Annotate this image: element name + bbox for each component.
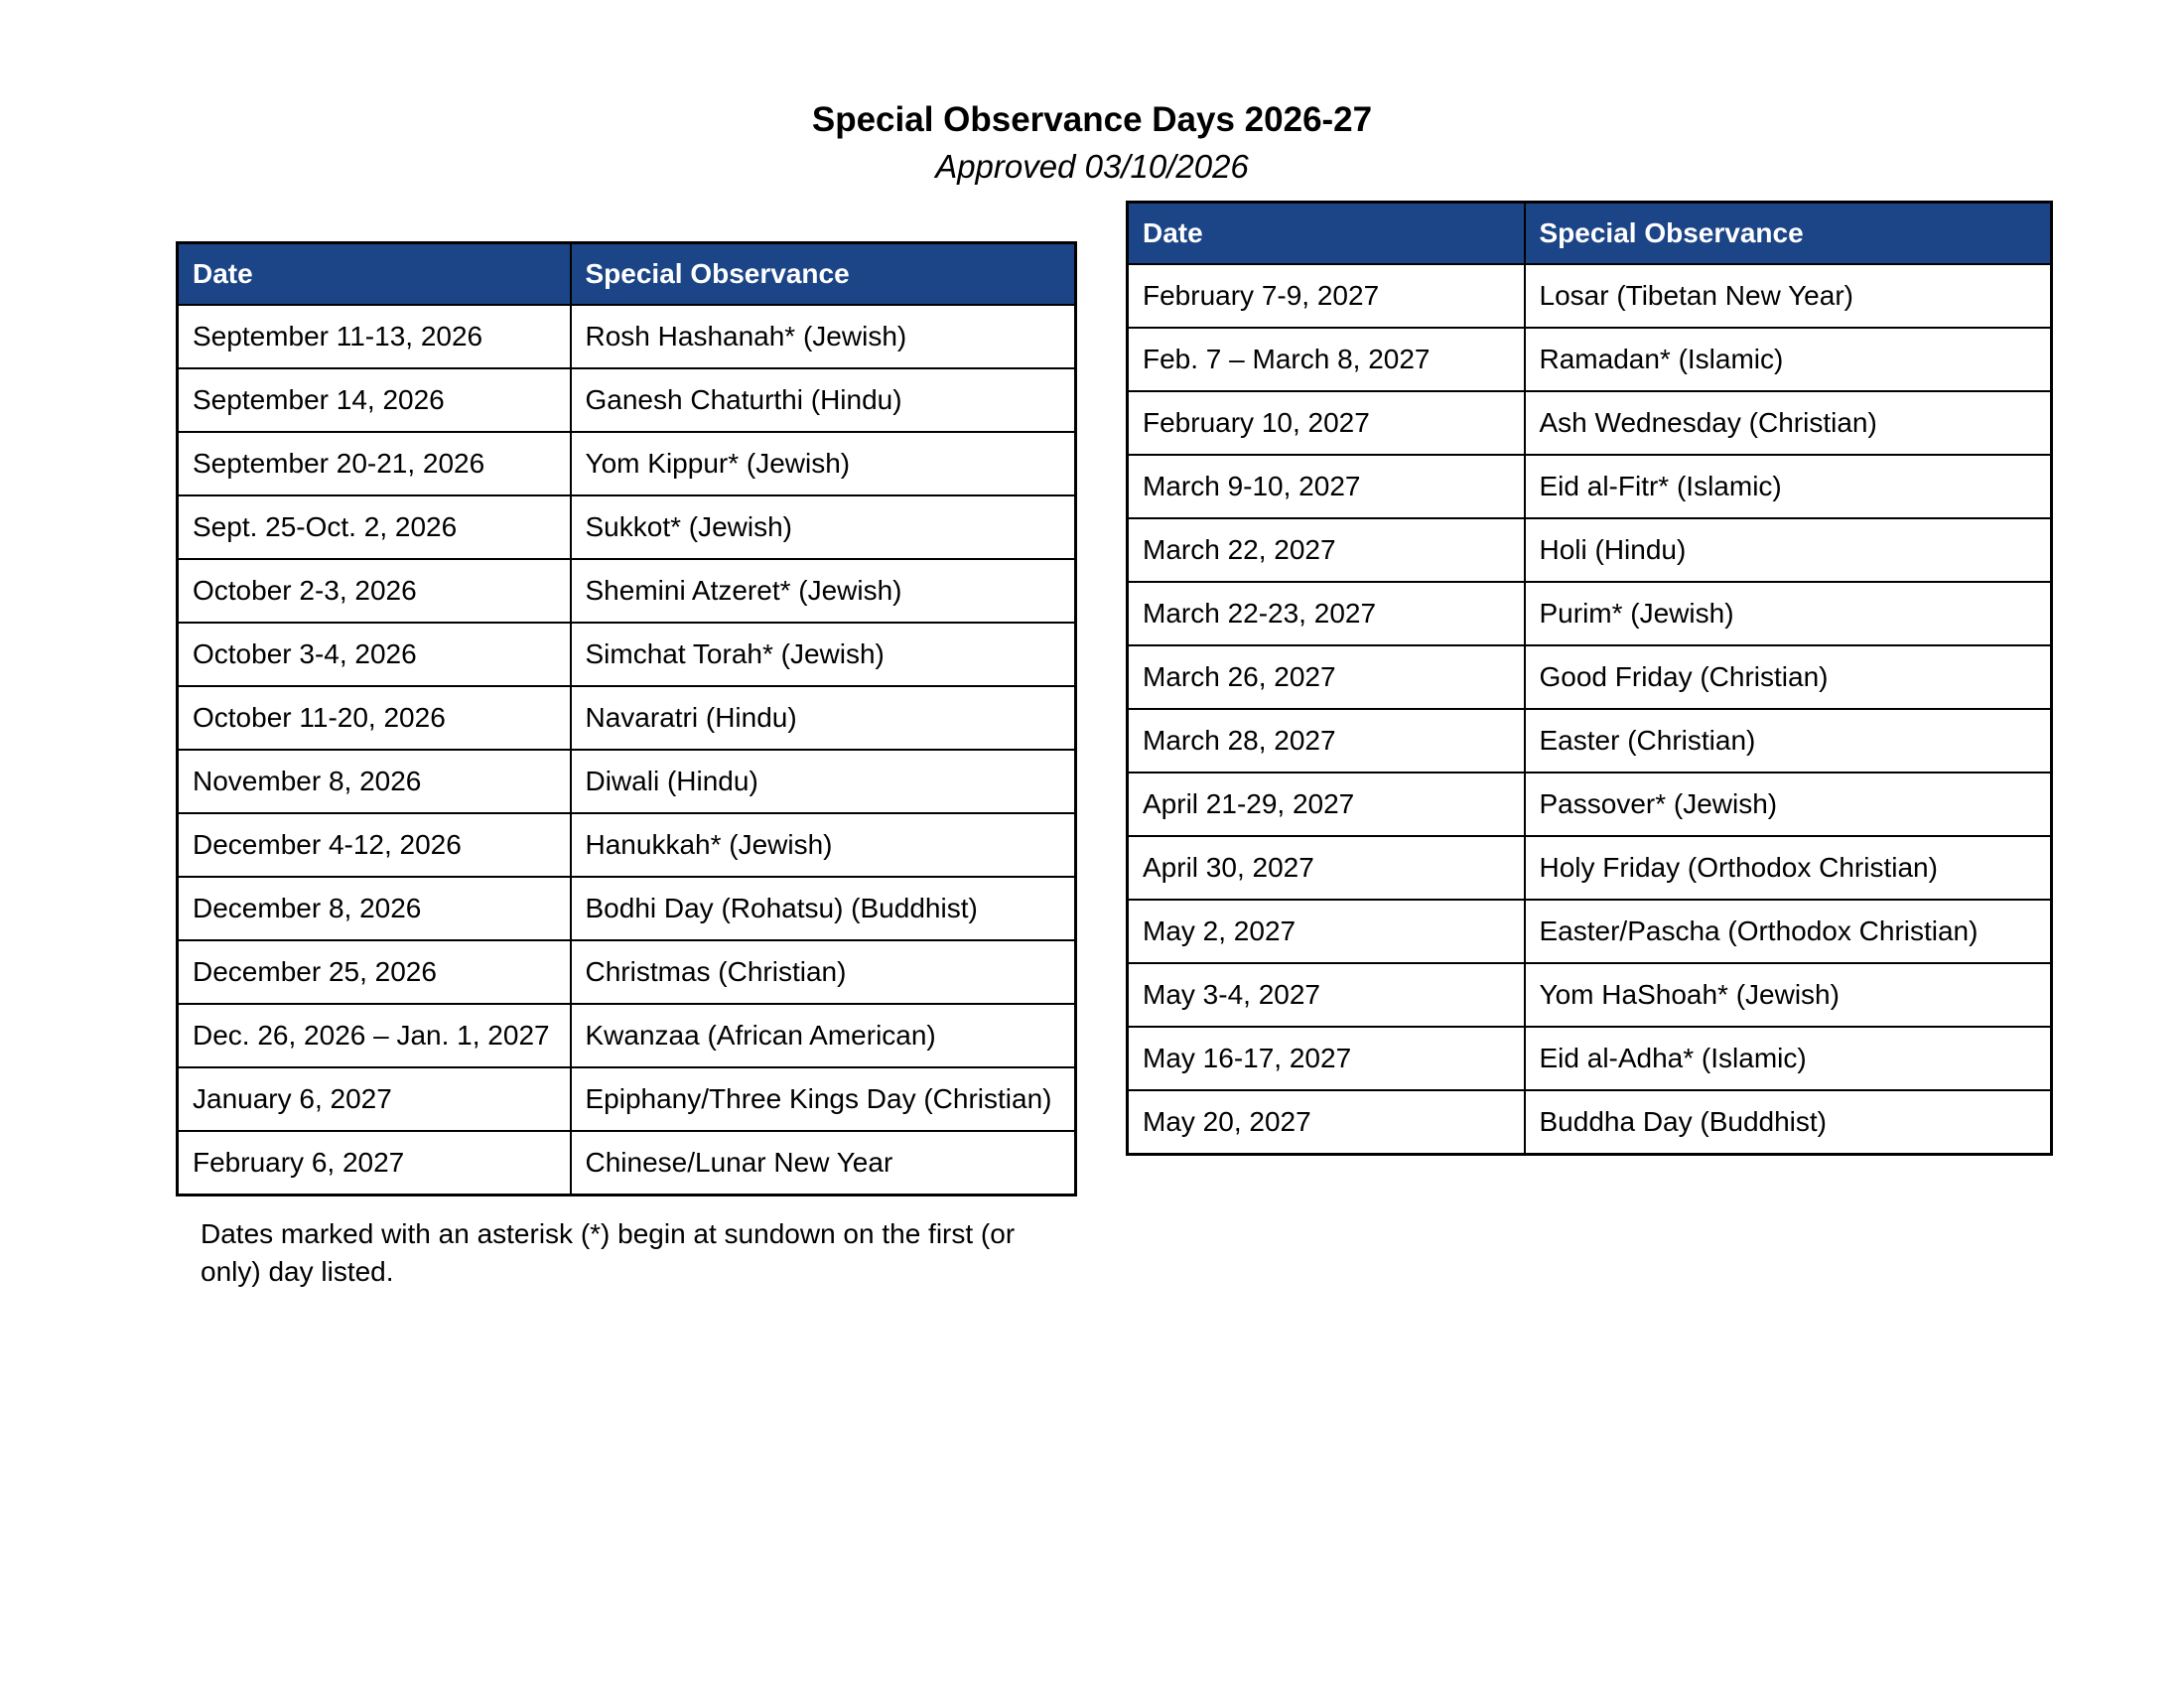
table-row <box>178 1131 1076 1196</box>
date-cell: May 2, 2027 <box>1128 900 1525 963</box>
date-cell: December 25, 2026 <box>178 940 571 1004</box>
table-row <box>1128 709 2052 773</box>
table-row <box>178 1004 1076 1067</box>
table-row <box>1128 328 2052 391</box>
observance-cell: Losar (Tibetan New Year) <box>1525 264 2052 328</box>
table-header-row <box>178 243 1076 306</box>
observance-cell: Chinese/Lunar New Year <box>571 1131 1076 1196</box>
observance-cell: Diwali (Hindu) <box>571 750 1076 813</box>
table-row <box>1128 1027 2052 1090</box>
observance-cell: Rosh Hashanah* (Jewish) <box>571 305 1076 368</box>
date-cell: March 9-10, 2027 <box>1128 455 1525 518</box>
observance-cell: Eid al-Adha* (Islamic) <box>1525 1027 2052 1090</box>
observance-cell: Christmas (Christian) <box>571 940 1076 1004</box>
date-cell: February 7-9, 2027 <box>1128 264 1525 328</box>
table-row <box>1128 518 2052 582</box>
date-cell: October 2-3, 2026 <box>178 559 571 623</box>
observance-cell: Navaratri (Hindu) <box>571 686 1076 750</box>
observance-cell: Kwanzaa (African American) <box>571 1004 1076 1067</box>
table-header-row <box>1128 203 2052 265</box>
date-cell: Feb. 7 – March 8, 2027 <box>1128 328 1525 391</box>
column-header-date: Date <box>1128 203 1525 265</box>
observance-cell: Holi (Hindu) <box>1525 518 2052 582</box>
table-row <box>178 1067 1076 1131</box>
observance-cell: Sukkot* (Jewish) <box>571 495 1076 559</box>
observance-cell: Purim* (Jewish) <box>1525 582 2052 645</box>
table-row <box>178 623 1076 686</box>
observance-cell: Yom Kippur* (Jewish) <box>571 432 1076 495</box>
column-header-date: Date <box>178 243 571 306</box>
observance-cell: Shemini Atzeret* (Jewish) <box>571 559 1076 623</box>
table-row <box>178 432 1076 495</box>
table-row <box>178 559 1076 623</box>
observance-cell: Eid al-Fitr* (Islamic) <box>1525 455 2052 518</box>
observance-cell: Easter/Pascha (Orthodox Christian) <box>1525 900 2052 963</box>
table-row <box>1128 963 2052 1027</box>
observance-cell: Yom HaShoah* (Jewish) <box>1525 963 2052 1027</box>
date-cell: September 11-13, 2026 <box>178 305 571 368</box>
table-row <box>1128 391 2052 455</box>
column-header-observance: Special Observance <box>1525 203 2052 265</box>
date-cell: September 20-21, 2026 <box>178 432 571 495</box>
table-row <box>178 495 1076 559</box>
observance-cell: Passover* (Jewish) <box>1525 773 2052 836</box>
table-row <box>1128 264 2052 328</box>
table-row <box>1128 455 2052 518</box>
observance-cell: Epiphany/Three Kings Day (Christian) <box>571 1067 1076 1131</box>
table-row <box>1128 773 2052 836</box>
observance-cell: Easter (Christian) <box>1525 709 2052 773</box>
date-cell: March 28, 2027 <box>1128 709 1525 773</box>
asterisk-footnote: Dates marked with an asterisk (*) begin at sundown on the first (or only) day listed. <box>201 1218 1016 1287</box>
table-row <box>1128 645 2052 709</box>
date-cell: September 14, 2026 <box>178 368 571 432</box>
approval-date: Approved 03/10/2026 <box>935 148 1249 185</box>
observance-table-spring <box>1126 201 2053 1156</box>
observance-cell: Ramadan* (Islamic) <box>1525 328 2052 391</box>
table-row <box>178 750 1076 813</box>
observance-cell: Good Friday (Christian) <box>1525 645 2052 709</box>
date-cell: January 6, 2027 <box>178 1067 571 1131</box>
observance-cell: Hanukkah* (Jewish) <box>571 813 1076 877</box>
date-cell: December 8, 2026 <box>178 877 571 940</box>
table-row <box>178 813 1076 877</box>
observance-cell: Simchat Torah* (Jewish) <box>571 623 1076 686</box>
table-row <box>1128 900 2052 963</box>
page-title: Special Observance Days 2026-27 <box>811 100 1373 139</box>
observance-cell: Ganesh Chaturthi (Hindu) <box>571 368 1076 432</box>
date-cell: May 20, 2027 <box>1128 1090 1525 1155</box>
date-cell: May 16-17, 2027 <box>1128 1027 1525 1090</box>
table-row <box>1128 582 2052 645</box>
column-header-observance: Special Observance <box>571 243 1076 306</box>
date-cell: April 21-29, 2027 <box>1128 773 1525 836</box>
date-cell: October 3-4, 2026 <box>178 623 571 686</box>
table-row <box>178 877 1076 940</box>
table-row <box>1128 1090 2052 1155</box>
date-cell: March 26, 2027 <box>1128 645 1525 709</box>
date-cell: Sept. 25-Oct. 2, 2026 <box>178 495 571 559</box>
observance-cell: Buddha Day (Buddhist) <box>1525 1090 2052 1155</box>
table-row <box>178 686 1076 750</box>
date-cell: December 4-12, 2026 <box>178 813 571 877</box>
date-cell: February 10, 2027 <box>1128 391 1525 455</box>
table-row <box>178 368 1076 432</box>
table-row <box>178 305 1076 368</box>
table-row <box>178 940 1076 1004</box>
date-cell: October 11-20, 2026 <box>178 686 571 750</box>
date-cell: May 3-4, 2027 <box>1128 963 1525 1027</box>
date-cell: March 22-23, 2027 <box>1128 582 1525 645</box>
observance-cell: Ash Wednesday (Christian) <box>1525 391 2052 455</box>
date-cell: April 30, 2027 <box>1128 836 1525 900</box>
observance-table-fall <box>176 241 1077 1196</box>
observance-cell: Bodhi Day (Rohatsu) (Buddhist) <box>571 877 1076 940</box>
date-cell: Dec. 26, 2026 – Jan. 1, 2027 <box>178 1004 571 1067</box>
observance-cell: Holy Friday (Orthodox Christian) <box>1525 836 2052 900</box>
table-row <box>1128 836 2052 900</box>
date-cell: February 6, 2027 <box>178 1131 571 1196</box>
date-cell: November 8, 2026 <box>178 750 571 813</box>
date-cell: March 22, 2027 <box>1128 518 1525 582</box>
